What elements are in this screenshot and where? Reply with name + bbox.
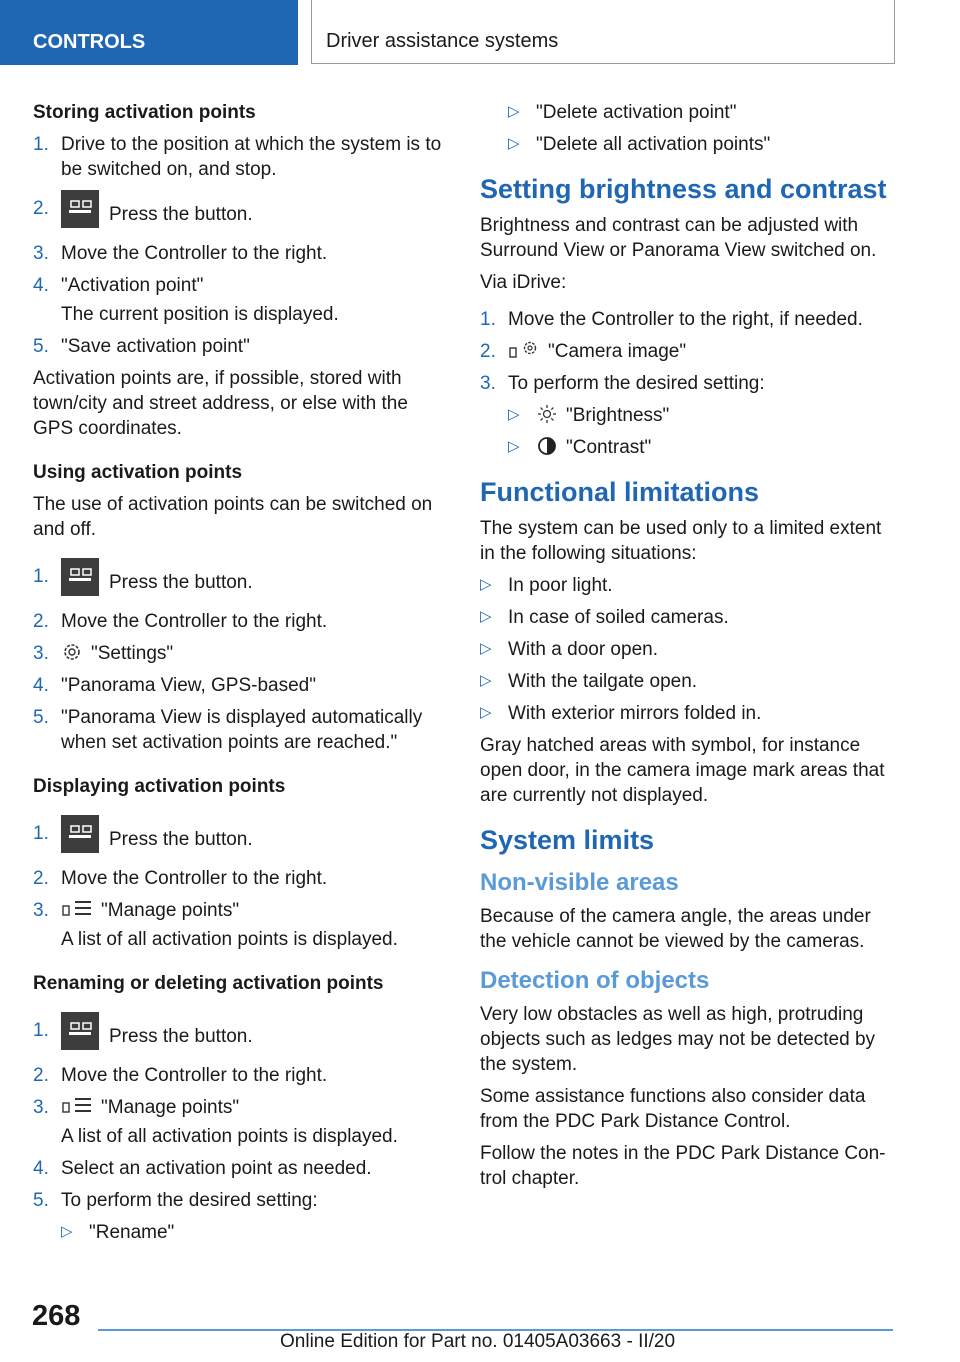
using-intro: The use of activation points can be switched on and off. xyxy=(33,494,433,540)
right-column xyxy=(480,100,900,1198)
list-item: 2. Press the button. xyxy=(33,196,453,234)
list-item: 3. To perform the desired setting: xyxy=(480,373,765,394)
triangle-bullet-icon: ▷ xyxy=(480,576,492,593)
list-item: 1. Press the button. xyxy=(33,1018,453,1056)
bullet-item: ▷ In poor light. xyxy=(480,573,900,598)
list-item: 1. Press the button. xyxy=(33,821,453,859)
list-item: 4. "Activation point" xyxy=(33,275,204,296)
list-item: 4. "Panorama View, GPS-based" xyxy=(33,675,316,696)
header-section: CONTROLS xyxy=(33,31,146,53)
using-heading: Using activation points xyxy=(33,462,243,483)
list-item: 1. Move the Controller to the right, if needed. xyxy=(480,309,863,330)
brightness-intro: Brightness and contrast can be adjusted with Surround View or Panorama View switched on. xyxy=(480,215,877,261)
triangle-bullet-icon: ▷ xyxy=(508,406,520,423)
contrast-icon xyxy=(536,435,558,457)
triangle-bullet-icon: ▷ xyxy=(480,640,492,657)
non-visible-areas-heading: Non-visible areas xyxy=(480,869,679,896)
header-chapter: Driver assistance systems xyxy=(326,30,559,52)
triangle-bullet-icon: ▷ xyxy=(480,704,492,721)
brightness-icon xyxy=(536,403,558,425)
brightness-heading: Setting brightness and contrast xyxy=(480,174,887,204)
triangle-bullet-icon: ▷ xyxy=(508,103,520,120)
camera-button-icon xyxy=(61,558,99,596)
detection-text-1: Very low obstacles as well as high, protruding objects such as ledges may not be detected by the system. xyxy=(480,1004,876,1075)
list-item: 5. To perform the desired setting: xyxy=(33,1190,318,1211)
manage-points-icon xyxy=(61,1095,95,1117)
list-item: 2. "Camera image" xyxy=(480,339,900,364)
list-item-note: A list of all activation points is displayed. xyxy=(61,1126,398,1147)
storing-heading: Storing activation points xyxy=(33,102,256,123)
func-intro: The system can be used only to a limited extent in the following situations: xyxy=(480,518,882,564)
list-item-note: A list of all activation points is displayed. xyxy=(61,929,398,950)
manage-points-icon xyxy=(61,898,95,920)
bullet-item: ▷ "Delete activation point" xyxy=(508,100,900,125)
triangle-bullet-icon: ▷ xyxy=(480,672,492,689)
footer-edition: Online Edition for Part no. 01405A03663 - II/20 xyxy=(280,1331,676,1352)
via-idrive: Via iDrive: xyxy=(480,272,567,293)
detection-text-3: Follow the notes in the PDC Park Distance Con-trol chapter. xyxy=(480,1143,886,1189)
bullet-item: ▷ "Brightness" xyxy=(508,403,900,428)
storing-note: Activation points are, if possible, stored with town/city and street address, or else with the GPS coordinates. xyxy=(33,368,408,439)
list-item: 5. "Panorama View is displayed automatically when set activation points are reached." xyxy=(33,707,423,753)
list-item: 3. "Manage points" xyxy=(33,898,453,923)
bullet-item: ▷ With the tailgate open. xyxy=(480,669,900,694)
header-chapter-tab xyxy=(311,0,895,64)
detection-text-2: Some assistance functions also consider data from the PDC Park Distance Control. xyxy=(480,1086,866,1132)
left-column xyxy=(33,100,453,1252)
list-item: 2. Move the Controller to the right. xyxy=(33,1065,328,1086)
bullet-item: ▷ With a door open. xyxy=(480,637,900,662)
bullet-item: ▷ In case of soiled cameras. xyxy=(480,605,900,630)
list-item: 1. Press the button. xyxy=(33,564,453,602)
functional-limitations-heading: Functional limitations xyxy=(480,477,760,507)
list-item: 3. "Settings" xyxy=(33,641,453,666)
bullet-item: ▷ "Delete all activation points" xyxy=(508,132,900,157)
header-section-tab xyxy=(0,0,298,65)
system-limits-heading: System limits xyxy=(480,825,655,855)
list-item: 2. Move the Controller to the right. xyxy=(33,611,328,632)
list-item: 3. Move the Controller to the right. xyxy=(33,243,328,264)
displaying-heading: Displaying activation points xyxy=(33,776,286,797)
bullet-item: ▷ With exterior mirrors folded in. xyxy=(480,701,900,726)
triangle-bullet-icon: ▷ xyxy=(508,438,520,455)
list-item: 5. "Save activation point" xyxy=(33,336,250,357)
list-item-note: The current position is displayed. xyxy=(61,304,339,325)
settings-gear-icon xyxy=(61,641,83,663)
bullet-item: ▷ "Contrast" xyxy=(508,435,900,460)
list-item: 4. Select an activation point as needed. xyxy=(33,1158,372,1179)
renaming-heading: Renaming or deleting activation points xyxy=(33,973,384,994)
list-item: 2. Move the Controller to the right. xyxy=(33,868,328,889)
triangle-bullet-icon: ▷ xyxy=(61,1223,73,1240)
func-note: Gray hatched areas with symbol, for instance open door, in the camera image mark areas that are currently not displayed. xyxy=(480,735,885,806)
camera-image-icon xyxy=(508,339,542,361)
non-visible-text: Because of the camera angle, the areas under the vehicle cannot be viewed by the cameras. xyxy=(480,906,871,952)
triangle-bullet-icon: ▷ xyxy=(480,608,492,625)
camera-button-icon xyxy=(61,815,99,853)
list-item: 3. "Manage points" xyxy=(33,1095,453,1120)
detection-heading: Detection of objects xyxy=(480,967,710,994)
bullet-item: ▷ "Rename" xyxy=(61,1220,453,1245)
list-item: 1. Drive to the position at which the system is to be switched on, and stop. xyxy=(33,134,442,180)
camera-button-icon xyxy=(61,190,99,228)
triangle-bullet-icon: ▷ xyxy=(508,135,520,152)
camera-button-icon xyxy=(61,1012,99,1050)
page-number: 268 xyxy=(32,1300,81,1332)
